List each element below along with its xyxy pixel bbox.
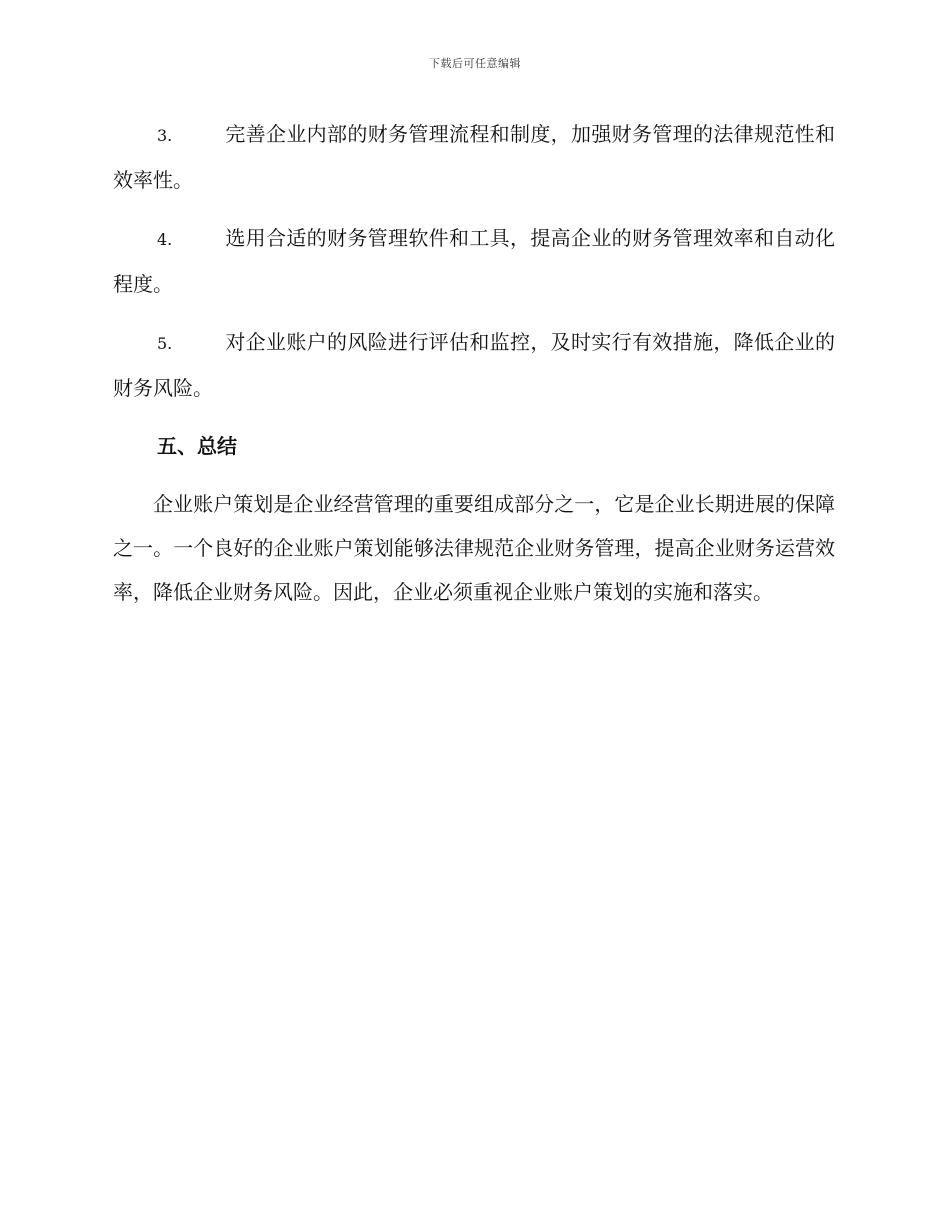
list-item — [113, 216, 835, 306]
list-item — [113, 320, 835, 410]
list-item — [113, 112, 835, 202]
list-item-number: 4. — [157, 230, 173, 249]
list-item-number: 5. — [157, 334, 173, 353]
list-item-text: 选用合适的财务管理软件和工具，提高企业的财务管理效率和自动化程度。 — [113, 226, 835, 296]
list-item-text: 完善企业内部的财务管理流程和制度，加强财务管理的法律规范性和效率性。 — [113, 122, 835, 192]
page-header: 下载后可任意编辑 — [429, 57, 521, 70]
list-item-text: 对企业账户的风险进行评估和监控，及时实行有效措施，降低企业的财务风险。 — [113, 330, 835, 400]
document-body — [113, 112, 835, 628]
section-heading: 五、总结 — [157, 434, 237, 458]
summary-paragraph: 企业账户策划是企业经营管理的重要组成部分之一，它是企业长期进展的保障之一。一个良好的企业账户策划能够法律规范企业财务管理，提高企业财务运营效率，降低企业财务风险。因此，企业必须重视企业账户策划的实施和落实。 — [113, 492, 835, 604]
list-item-number: 3. — [157, 126, 173, 145]
